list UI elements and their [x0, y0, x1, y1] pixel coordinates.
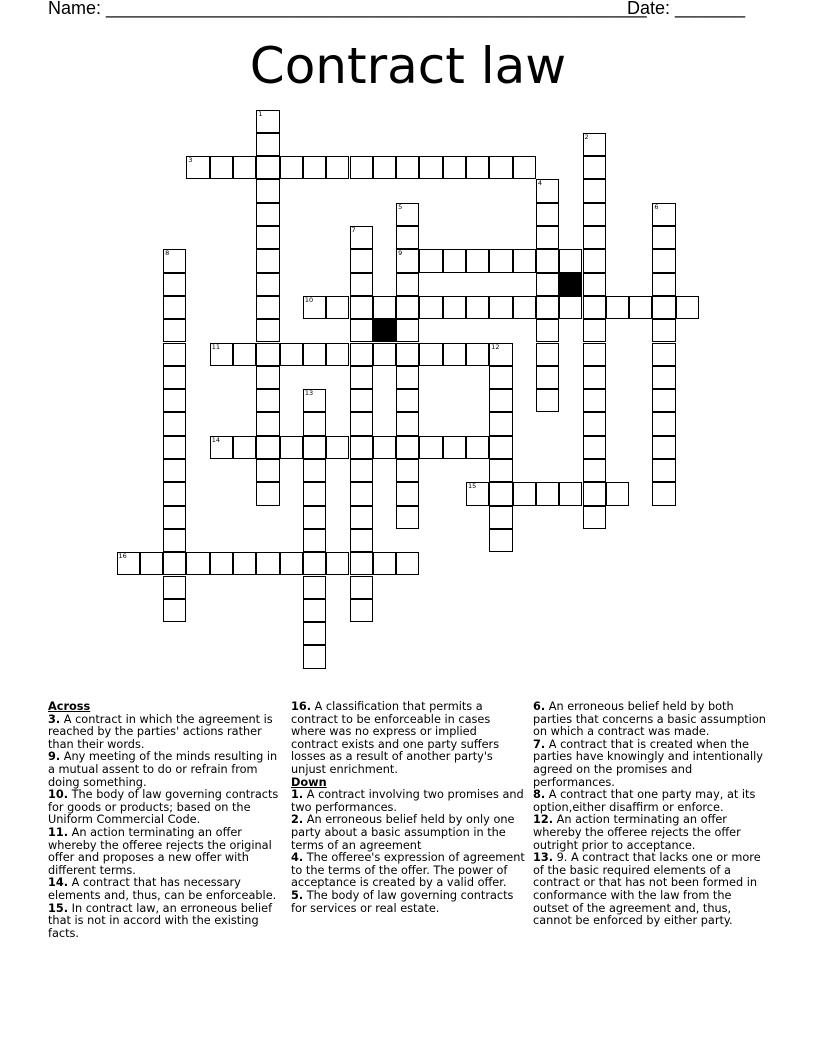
grid-cell[interactable]	[583, 459, 606, 482]
grid-cell[interactable]	[350, 459, 373, 482]
grid-cell[interactable]	[652, 296, 675, 319]
grid-cell[interactable]	[256, 133, 279, 156]
grid-cell[interactable]	[489, 156, 512, 179]
clue-down-7	[533, 739, 770, 789]
grid-cell[interactable]	[396, 366, 419, 389]
grid-cell[interactable]	[163, 296, 186, 319]
grid-cell[interactable]	[466, 482, 489, 505]
grid-cell[interactable]	[303, 389, 326, 412]
clue-number: 13.	[533, 851, 554, 865]
grid-cell[interactable]	[210, 343, 233, 366]
grid-cell[interactable]	[652, 482, 675, 505]
grid-cell[interactable]	[419, 343, 442, 366]
clue-number-label: 9	[398, 249, 403, 258]
clue-across-15	[48, 903, 280, 941]
grid-cell[interactable]	[233, 436, 256, 459]
clue-text: An erroneous belief held by only one party about a basic assumption in the terms of an agreement	[291, 813, 515, 852]
grid-cell[interactable]	[559, 249, 582, 272]
clue-down-5	[291, 890, 526, 915]
grid-cell[interactable]	[536, 366, 559, 389]
clue-across-3	[48, 714, 280, 752]
grid-cell[interactable]	[163, 482, 186, 505]
grid-cell[interactable]	[163, 576, 186, 599]
grid-cell[interactable]	[163, 343, 186, 366]
grid-cell[interactable]	[536, 226, 559, 249]
grid-cell[interactable]	[536, 203, 559, 226]
clue-number-label: 1	[258, 109, 263, 118]
page-title: Contract law	[249, 37, 567, 95]
clue-number: 8.	[533, 788, 546, 802]
clue-text: The offeree's expression of agreement to the terms of the offer. The power of acceptance is created by a valid offer.	[291, 851, 525, 890]
grid-cell[interactable]	[303, 576, 326, 599]
clue-number: 16.	[291, 700, 312, 713]
grid-cell[interactable]	[513, 249, 536, 272]
clue-text: In contract law, an erroneous belief that is not in accord with the existing facts.	[48, 901, 273, 940]
clue-down-13	[533, 852, 770, 928]
grid-cell[interactable]	[536, 482, 559, 505]
grid-cell[interactable]	[652, 343, 675, 366]
grid-cell[interactable]	[652, 226, 675, 249]
grid-cell[interactable]	[396, 436, 419, 459]
grid-cell[interactable]	[583, 249, 606, 272]
name-field[interactable]: Name: ______________________________________________________	[48, 0, 647, 18]
clue-text: The body of law governing contracts for goods or products; based on the Uniform Commercial Code.	[48, 788, 279, 827]
grid-cell[interactable]	[303, 599, 326, 622]
grid-cell[interactable]	[443, 249, 466, 272]
clue-across-14	[48, 877, 280, 902]
grid-cell[interactable]	[583, 179, 606, 202]
clue-text: An action terminating an offer whereby the offeree rejects the original offer and proposes a new offer with different terms.	[48, 825, 272, 877]
date-field[interactable]: Date: _______	[627, 0, 746, 18]
clue-number-label: 8	[165, 249, 170, 258]
clue-down-1	[291, 789, 526, 814]
clue-down-6	[533, 701, 770, 739]
clue-across-11	[48, 827, 280, 877]
grid-cell[interactable]	[303, 622, 326, 645]
grid-cell[interactable]	[350, 156, 373, 179]
clue-down-12	[533, 814, 770, 852]
clue-number: 15.	[48, 901, 69, 915]
grid-cell[interactable]	[350, 599, 373, 622]
grid-cell[interactable]	[489, 412, 512, 435]
grid-cell[interactable]	[256, 552, 279, 575]
grid-cell[interactable]	[350, 389, 373, 412]
grid-cell[interactable]	[303, 296, 326, 319]
clue-text: A contract that one party may, at its option,either disaffirm or enforce.	[533, 788, 756, 814]
grid-cell[interactable]	[233, 343, 256, 366]
grid-cell[interactable]	[443, 296, 466, 319]
grid-cell[interactable]	[489, 482, 512, 505]
clue-number-label: 4	[537, 179, 543, 188]
grid-cell[interactable]	[396, 319, 419, 342]
grid-cell[interactable]	[536, 179, 559, 202]
clue-number-label: 14	[211, 435, 220, 444]
grid-cell[interactable]	[280, 156, 303, 179]
grid-cell[interactable]	[280, 436, 303, 459]
clue-text: An action terminating an offer whereby the offeree rejects the offer outright prior to acceptance.	[533, 813, 741, 852]
clue-number: 3.	[48, 712, 61, 726]
grid-cell[interactable]	[350, 552, 373, 575]
grid-cell[interactable]	[583, 436, 606, 459]
grid-cell[interactable]	[559, 296, 582, 319]
across-heading: Across	[48, 700, 91, 713]
grid-cell[interactable]	[583, 389, 606, 412]
grid-cell[interactable]	[583, 203, 606, 226]
grid-cell[interactable]	[256, 319, 279, 342]
grid-cell[interactable]	[536, 319, 559, 342]
clue-across-9	[48, 751, 280, 789]
clue-down-2	[291, 814, 526, 852]
grid-cell[interactable]	[326, 156, 349, 179]
grid-cell[interactable]	[163, 529, 186, 552]
clue-number: 6.	[533, 700, 546, 713]
clue-number-label: 7	[351, 226, 356, 234]
grid-cell[interactable]	[583, 226, 606, 249]
grid-cell[interactable]	[233, 552, 256, 575]
grid-cell[interactable]	[396, 482, 419, 505]
grid-cell[interactable]	[163, 436, 186, 459]
grid-cell[interactable]	[466, 296, 489, 319]
clue-text: A contract that has necessary elements and, thus, can be enforceable.	[48, 876, 277, 902]
grid-cell[interactable]	[489, 296, 512, 319]
grid-block	[373, 319, 396, 342]
clue-number: 12.	[533, 813, 554, 827]
grid-cell[interactable]	[466, 436, 489, 459]
grid-cell[interactable]	[350, 226, 373, 249]
grid-cell[interactable]	[373, 343, 396, 366]
grid-cell[interactable]	[350, 273, 373, 296]
grid-cell[interactable]	[326, 552, 349, 575]
clue-number-label: 16	[118, 552, 127, 561]
grid-cell[interactable]	[396, 203, 419, 226]
clue-number-label: 12	[491, 342, 500, 351]
grid-cell[interactable]	[489, 506, 512, 529]
grid-cell[interactable]	[583, 273, 606, 296]
grid-cell[interactable]	[163, 459, 186, 482]
grid-cell[interactable]	[536, 249, 559, 272]
clue-down-8	[533, 789, 770, 814]
grid-cell[interactable]	[583, 343, 606, 366]
clue-number-label: 6	[654, 202, 659, 211]
grid-cell[interactable]	[676, 296, 699, 319]
clue-number-label: 2	[584, 132, 589, 141]
clue-number-label: 13	[304, 389, 314, 398]
clue-text: Any meeting of the minds resulting in a mutual assent to do or refrain from doing something.	[48, 750, 278, 789]
grid-cell[interactable]	[373, 156, 396, 179]
grid-cell[interactable]	[629, 296, 652, 319]
grid-cell[interactable]	[256, 110, 279, 133]
grid-cell[interactable]	[256, 203, 279, 226]
grid-cell[interactable]	[419, 296, 442, 319]
grid-cell[interactable]	[489, 249, 512, 272]
grid-cell[interactable]	[396, 343, 419, 366]
grid-cell[interactable]	[303, 506, 326, 529]
grid-cell[interactable]	[583, 482, 606, 505]
grid-cell[interactable]	[256, 156, 279, 179]
grid-cell[interactable]	[256, 296, 279, 319]
grid-cell[interactable]	[489, 529, 512, 552]
grid-cell[interactable]	[256, 343, 279, 366]
grid-cell[interactable]	[163, 552, 186, 575]
grid-cell[interactable]	[256, 273, 279, 296]
grid-cell[interactable]	[256, 366, 279, 389]
grid-cell[interactable]	[280, 552, 303, 575]
grid-cell[interactable]	[163, 412, 186, 435]
clue-text: A contract in which the agreement is reached by the parties' actions rather than their words.	[48, 712, 273, 751]
grid-cell[interactable]	[536, 389, 559, 412]
grid-cell[interactable]	[489, 436, 512, 459]
grid-cell[interactable]	[373, 296, 396, 319]
grid-cell[interactable]	[536, 273, 559, 296]
grid-cell[interactable]	[303, 552, 326, 575]
grid-cell[interactable]	[210, 552, 233, 575]
clue-number: 1.	[291, 788, 304, 802]
grid-cell[interactable]	[350, 436, 373, 459]
grid-cell[interactable]	[396, 389, 419, 412]
grid-cell[interactable]	[513, 156, 536, 179]
grid-cell[interactable]	[350, 366, 373, 389]
clue-text: The body of law governing contracts for services or real estate.	[291, 888, 514, 915]
grid-cell[interactable]	[652, 436, 675, 459]
grid-cell[interactable]	[443, 436, 466, 459]
clue-number: 2.	[291, 813, 304, 827]
grid-cell[interactable]	[652, 249, 675, 272]
down-heading: Down	[291, 775, 327, 789]
clue-number: 7.	[533, 737, 546, 751]
grid-cell[interactable]	[350, 249, 373, 272]
grid-cell[interactable]	[652, 273, 675, 296]
grid-cell[interactable]	[583, 296, 606, 319]
clue-across-16	[291, 701, 526, 777]
grid-cell[interactable]	[350, 506, 373, 529]
grid-cell[interactable]	[350, 296, 373, 319]
clue-number: 9.	[48, 750, 61, 764]
grid-cell[interactable]	[303, 436, 326, 459]
grid-cell[interactable]	[303, 645, 326, 668]
grid-cell[interactable]	[256, 412, 279, 435]
grid-cell[interactable]	[606, 482, 629, 505]
clue-down-4	[291, 852, 526, 890]
grid-cell[interactable]	[443, 156, 466, 179]
grid-cell[interactable]	[583, 156, 606, 179]
grid-cell[interactable]	[280, 343, 303, 366]
grid-cell[interactable]	[303, 156, 326, 179]
clue-text: A contract involving two promises and two performances.	[291, 788, 524, 814]
grid-cell[interactable]	[256, 226, 279, 249]
clue-text: A classification that permits a contract to be enforceable in cases where was no express or implied contract exists and one party suffers losses as a result of another party's unjust enrichment.	[291, 700, 500, 776]
grid-cell[interactable]	[652, 366, 675, 389]
grid-cell[interactable]	[163, 273, 186, 296]
clues-column-1	[48, 701, 280, 940]
clue-text: 9. A contract that lacks one or more of the basic required elements of a contract or that has not been formed in conformance with the law from the outset of the agreement and, thus, cannot be enforced by either party.	[533, 851, 761, 928]
grid-cell[interactable]	[210, 436, 233, 459]
clue-number: 11.	[48, 825, 69, 839]
grid-cell[interactable]	[186, 156, 209, 179]
grid-cell[interactable]	[326, 296, 349, 319]
grid-cell[interactable]	[163, 389, 186, 412]
grid-cell[interactable]	[350, 412, 373, 435]
clue-number-label: 3	[188, 156, 193, 165]
grid-cell[interactable]	[303, 412, 326, 435]
clue-number: 14.	[48, 876, 69, 890]
grid-cell[interactable]	[163, 599, 186, 622]
grid-cell[interactable]	[489, 366, 512, 389]
grid-cell[interactable]	[489, 389, 512, 412]
grid-cell[interactable]	[466, 249, 489, 272]
grid-cell[interactable]	[140, 552, 163, 575]
grid-cell[interactable]	[373, 552, 396, 575]
grid-cell[interactable]	[652, 203, 675, 226]
grid-cell[interactable]	[396, 412, 419, 435]
clue-number: 5.	[291, 888, 304, 902]
grid-cell[interactable]	[583, 133, 606, 156]
clue-text: A contract that is created when the parties have knowingly and intentionally agreed on the promises and performances.	[533, 737, 763, 789]
grid-cell[interactable]	[256, 436, 279, 459]
grid-cell[interactable]	[303, 529, 326, 552]
grid-cell[interactable]	[396, 459, 419, 482]
grid-cell[interactable]	[326, 343, 349, 366]
grid-cell[interactable]	[583, 319, 606, 342]
grid-cell[interactable]	[396, 296, 419, 319]
grid-cell[interactable]	[256, 249, 279, 272]
grid-cell[interactable]	[303, 459, 326, 482]
grid-cell[interactable]	[256, 179, 279, 202]
clue-number-label: 5	[398, 202, 403, 211]
grid-cell[interactable]	[373, 436, 396, 459]
grid-cell[interactable]	[350, 529, 373, 552]
grid-cell[interactable]	[489, 459, 512, 482]
grid-cell[interactable]	[303, 343, 326, 366]
grid-cell[interactable]	[163, 506, 186, 529]
grid-cell[interactable]	[559, 482, 582, 505]
clues-column-2	[291, 701, 526, 915]
grid-cell[interactable]	[396, 226, 419, 249]
grid-cell[interactable]	[256, 459, 279, 482]
grid-cell[interactable]	[652, 412, 675, 435]
grid-cell[interactable]	[606, 296, 629, 319]
grid-cell[interactable]	[652, 389, 675, 412]
grid-cell[interactable]	[186, 552, 209, 575]
grid-cell[interactable]	[350, 319, 373, 342]
clues-column-3	[533, 701, 770, 928]
clue-number-label: 10	[304, 295, 314, 304]
grid-cell[interactable]	[396, 506, 419, 529]
grid-cell[interactable]	[583, 412, 606, 435]
grid-cell[interactable]	[117, 552, 140, 575]
grid-cell[interactable]	[396, 249, 419, 272]
grid-cell[interactable]	[652, 319, 675, 342]
grid-cell[interactable]	[489, 343, 512, 366]
grid-cell[interactable]	[536, 343, 559, 366]
grid-cell[interactable]	[419, 249, 442, 272]
grid-cell[interactable]	[443, 343, 466, 366]
grid-cell[interactable]	[350, 343, 373, 366]
grid-cell[interactable]	[513, 482, 536, 505]
grid-block	[559, 273, 582, 296]
grid-cell[interactable]	[396, 273, 419, 296]
grid-cell[interactable]	[652, 459, 675, 482]
grid-cell[interactable]	[466, 343, 489, 366]
grid-cell[interactable]	[256, 482, 279, 505]
clue-number-label: 15	[468, 482, 477, 491]
grid-cell[interactable]	[163, 366, 186, 389]
grid-cell[interactable]	[419, 436, 442, 459]
grid-cell[interactable]	[233, 156, 256, 179]
grid-cell[interactable]	[513, 296, 536, 319]
grid-cell[interactable]	[396, 156, 419, 179]
grid-cell[interactable]	[163, 319, 186, 342]
clue-text: An erroneous belief held by both parties that concerns a basic assumption on which a contract was made.	[533, 700, 766, 739]
grid-cell[interactable]	[583, 506, 606, 529]
grid-cell[interactable]	[466, 156, 489, 179]
clue-number: 4.	[291, 851, 304, 865]
grid-cell[interactable]	[419, 156, 442, 179]
clue-across-10	[48, 789, 280, 827]
grid-cell[interactable]	[536, 296, 559, 319]
clue-number-label: 11	[211, 342, 220, 351]
grid-cell[interactable]	[350, 482, 373, 505]
grid-cell[interactable]	[163, 249, 186, 272]
grid-cell[interactable]	[303, 482, 326, 505]
grid-cell[interactable]	[256, 389, 279, 412]
clue-number: 10.	[48, 788, 69, 802]
grid-cell[interactable]	[583, 366, 606, 389]
grid-cell[interactable]	[350, 576, 373, 599]
grid-cell[interactable]	[326, 436, 349, 459]
grid-cell[interactable]	[210, 156, 233, 179]
grid-cell[interactable]	[396, 552, 419, 575]
